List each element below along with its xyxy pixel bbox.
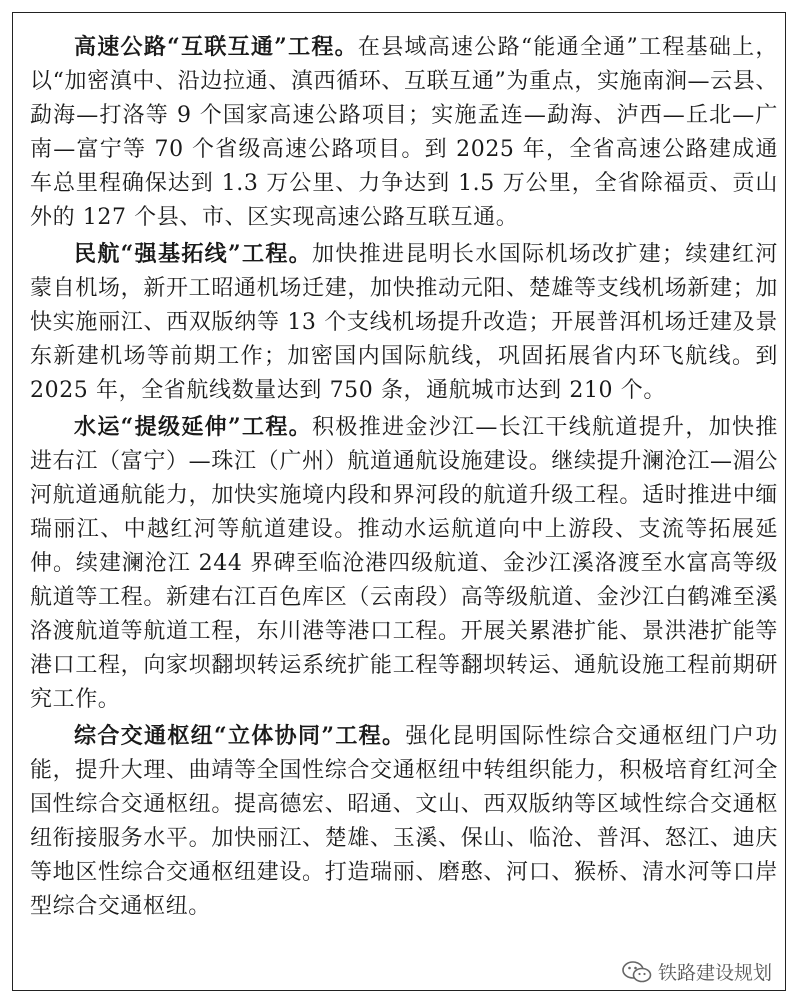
watermark-text: 铁路建设规划	[657, 962, 772, 984]
paragraph-heading: 综合交通枢纽“立体协同”工程。	[74, 723, 406, 749]
document-body	[30, 30, 778, 926]
paragraph-text: 强化昆明国际性综合交通枢纽门户功能，提升大理、曲靖等全国性综合交通枢纽中转组织能力，积极培育红河全国性综合交通枢纽。提高德宏、昭通、文山、西双版纳等区域性综合交通枢纽衔接服务水平。加快丽江、楚雄、玉溪、保山、临沧、普洱、怒江、迪庆等地区性综合交通枢纽建设。打造瑞丽、磨憨、河口、猴桥、清水河等口岸型综合交通枢纽。	[30, 724, 778, 919]
paragraph-hub	[30, 719, 778, 924]
paragraph-heading: 民航“强基拓线”工程。	[74, 241, 312, 267]
paragraph-aviation	[30, 237, 778, 408]
wechat-icon	[622, 960, 652, 984]
paragraph-text: 积极推进金沙江—长江干线航道提升，加快推进右江（富宁）—珠江（广州）航道通航设施建设。继续提升澜沧江—湄公河航道通航能力，加快实施境内段和界河段的航道升级工程。适时推进中缅瑞丽江、中越红河等航道建设。推动水运航道向中上游段、支流等拓展延伸。续建澜沧江 244 界碑至临沧港四级航道、金沙江溪洛渡至水富高等级航道等工程。新建右江百色库区（云南段）高等级航道、金沙江白鹤滩至溪洛渡航道等航道工程，东川港等港口工程。开展关累港扩能、景洪港扩能等港口工程，向家坝翻坝转运系统扩能工程等翻坝转运、通航设施工程前期研究工作。	[30, 415, 778, 712]
watermark	[622, 958, 772, 985]
paragraph-highway	[30, 30, 778, 235]
paragraph-heading: 水运“提级延伸”工程。	[74, 414, 312, 440]
paragraph-heading: 高速公路“互联互通”工程。	[74, 34, 358, 60]
paragraph-text: 加快推进昆明长水国际机场改扩建；续建红河蒙自机场，新开工昭通机场迁建，加快推动元阳、楚雄等支线机场新建；加快实施丽江、西双版纳等 13 个支线机场提升改造；开展普洱机场迁建及景东新建机场等前期工作；加密国内国际航线，巩固拓展省内环飞航线。到 2025 年，全省航线数量达到 750 条，通航城市达到 210 个。	[30, 242, 778, 403]
paragraph-waterway	[30, 410, 778, 717]
paragraph-text: 在县域高速公路“能通全通”工程基础上，以“加密滇中、沿边拉通、滇西循环、互联互通”为重点，实施南涧—云县、勐海—打洛等 9 个国家高速公路项目；实施孟连—勐海、泸西—丘北—广南—富宁等 70 个省级高速公路项目。到 2025 年，全省高速公路建成通车总里程确保达到 1.3 万公里、力争达到 1.5 万公里，全省除福贡、贡山外的 127 个县、市、区实现高速公路互联互通。	[30, 35, 779, 230]
